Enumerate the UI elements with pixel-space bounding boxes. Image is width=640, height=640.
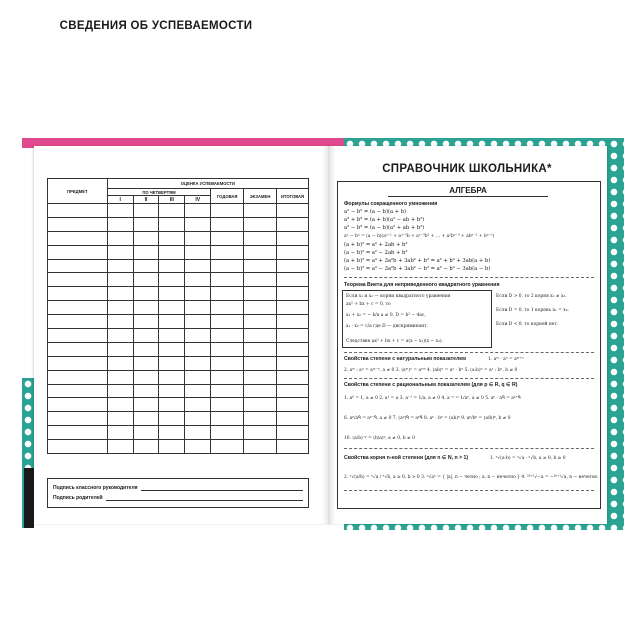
grade-cell[interactable] <box>48 412 108 426</box>
grade-cell[interactable] <box>107 259 133 273</box>
grade-cell[interactable] <box>133 245 159 259</box>
grade-cell[interactable] <box>244 384 277 398</box>
grade-cell[interactable] <box>185 204 211 218</box>
grade-cell[interactable] <box>107 273 133 287</box>
separator <box>344 352 594 353</box>
grade-cell[interactable] <box>277 356 309 370</box>
grade-cell[interactable] <box>185 217 211 231</box>
grade-cell[interactable] <box>277 398 309 412</box>
grade-cell[interactable] <box>159 440 185 454</box>
left-page-title: СВЕДЕНИЯ ОБ УСПЕВАЕМОСТИ <box>59 20 253 32</box>
grade-cell[interactable] <box>244 356 277 370</box>
grade-cell[interactable] <box>107 329 133 343</box>
vieta-line: ax² + bx + c = 0, то <box>346 302 391 307</box>
s1-line: (a + b)³ = a³ + 3a²b + 3ab² + b³ = a³ + b³ + 3ab(a + b) <box>344 258 491 264</box>
grade-cell[interactable] <box>48 231 108 245</box>
grade-cell[interactable] <box>185 342 211 356</box>
grade-row <box>48 329 309 343</box>
s1-line: aⁿ − bⁿ = (a − b)(aⁿ⁻¹ + aⁿ⁻²b + aⁿ⁻³b² + ... + a²bⁿ⁻³ + abⁿ⁻² + bⁿ⁻¹) <box>344 234 495 239</box>
grade-cell[interactable] <box>185 412 211 426</box>
grade-cell[interactable] <box>48 217 108 231</box>
grade-cell[interactable] <box>244 259 277 273</box>
s5-heading: Свойства корня n-ной степени (для n ∈ N, n > 1) <box>344 455 469 461</box>
s1-line: a³ − b³ = (a − b)(a² + ab + b²) <box>344 225 425 231</box>
parents-signature-rule <box>106 496 303 501</box>
grade-cell[interactable] <box>159 259 185 273</box>
year-header: ГОДОВАЯ <box>211 189 244 204</box>
grade-cell[interactable] <box>48 398 108 412</box>
signature-box <box>47 478 309 508</box>
grade-cell[interactable] <box>107 315 133 329</box>
grade-cell[interactable] <box>133 384 159 398</box>
s2-heading: Теорема Виета для неприведенного квадратного уравнения <box>344 282 500 288</box>
grade-cell[interactable] <box>48 370 108 384</box>
s5-line: 2. ⁿ√(a/b) = ⁿ√a / ⁿ√b, a ≥ 0, b > 0 3. ⁿ√aⁿ = { |a|, n − четно ; a, n − нечетно } 4. ²ᵏ⁺¹√−a = −²ᵏ⁺¹√a, n − нечетно <box>344 475 598 480</box>
final-header: ИТОГОВАЯ <box>277 189 309 204</box>
grade-cell[interactable] <box>244 426 277 440</box>
grade-row <box>48 259 309 273</box>
grade-cell[interactable] <box>107 412 133 426</box>
grade-cell[interactable] <box>133 329 159 343</box>
grade-cell[interactable] <box>107 245 133 259</box>
grade-cell[interactable] <box>244 440 277 454</box>
grade-cell[interactable] <box>211 217 244 231</box>
grade-cell[interactable] <box>211 356 244 370</box>
grade-cell[interactable] <box>185 398 211 412</box>
s3-line: 2. aᵐ : aⁿ = aᵐ⁻ⁿ, a ≠ 0 3. (aᵐ)ⁿ = aᵐⁿ 4. (ab)ⁿ = aⁿ · bⁿ 5. (a:b)ⁿ = aⁿ : bⁿ, b ≠ 0 <box>344 368 518 373</box>
grade-cell[interactable] <box>48 356 108 370</box>
grade-row <box>48 426 309 440</box>
grade-cell[interactable] <box>159 245 185 259</box>
grade-row <box>48 301 309 315</box>
s1-line: (a − b)² = a² − 2ab + b² <box>344 250 408 256</box>
grade-cell[interactable] <box>107 398 133 412</box>
grade-cell[interactable] <box>211 259 244 273</box>
algebra-title: АЛГЕБРА <box>388 186 548 197</box>
grade-cell[interactable] <box>159 231 185 245</box>
grade-cell[interactable] <box>211 204 244 218</box>
grade-cell[interactable] <box>133 217 159 231</box>
s1-line: a³ + b³ = (a + b)(a² − ab + b²) <box>344 217 425 223</box>
separator <box>344 448 594 449</box>
grade-cell[interactable] <box>244 315 277 329</box>
s4-heading: Свойства степени с рациональным показателем (для p ∈ R, q ∈ R) <box>344 382 518 388</box>
grade-cell[interactable] <box>107 204 133 218</box>
grade-cell[interactable] <box>107 287 133 301</box>
grade-cell[interactable] <box>48 329 108 343</box>
subject-header: ПРЕДМЕТ <box>48 179 108 204</box>
grade-cell[interactable] <box>211 440 244 454</box>
grade-cell[interactable] <box>277 301 309 315</box>
grade-cell[interactable] <box>185 259 211 273</box>
discriminant-line: Если D < 0, то корней нет. <box>496 322 559 327</box>
grade-cell[interactable] <box>159 315 185 329</box>
separator <box>344 378 594 379</box>
grade-cell[interactable] <box>48 287 108 301</box>
separator <box>344 277 594 278</box>
grade-cell[interactable] <box>159 204 185 218</box>
grade-cell[interactable] <box>107 231 133 245</box>
grade-cell[interactable] <box>48 301 108 315</box>
grade-cell[interactable] <box>159 273 185 287</box>
grade-cell[interactable] <box>244 412 277 426</box>
grade-cell[interactable] <box>244 398 277 412</box>
grade-cell[interactable] <box>185 384 211 398</box>
cover-black-edge <box>24 468 34 528</box>
grade-cell[interactable] <box>107 356 133 370</box>
grade-row <box>48 384 309 398</box>
grade-cell[interactable] <box>244 287 277 301</box>
grade-cell[interactable] <box>211 384 244 398</box>
grade-cell[interactable] <box>277 217 309 231</box>
grade-cell[interactable] <box>211 329 244 343</box>
grade-row <box>48 273 309 287</box>
grade-cell[interactable] <box>185 356 211 370</box>
grade-cell[interactable] <box>277 384 309 398</box>
grade-cell[interactable] <box>159 398 185 412</box>
grade-row <box>48 370 309 384</box>
s1-line: (a + b)² = a² + 2ab + b² <box>344 242 408 248</box>
grade-cell[interactable] <box>185 329 211 343</box>
s4-line: 1. a⁰ = 1, a ≠ 0 2. a¹ = a 3. a⁻¹ = 1/a, a ≠ 0 4. a⁻ⁿ = 1/aⁿ, a ≠ 0 5. aᵖ · aᑫ = aᵖ⁺ᑫ <box>344 396 521 401</box>
grade-cell[interactable] <box>159 356 185 370</box>
grade-cell[interactable] <box>159 370 185 384</box>
grade-cell[interactable] <box>48 245 108 259</box>
grade-cell[interactable] <box>133 315 159 329</box>
grade-cell[interactable] <box>244 273 277 287</box>
grade-cell[interactable] <box>211 301 244 315</box>
grade-cell[interactable] <box>211 342 244 356</box>
s1-line: a² − b² = (a − b)(a + b) <box>344 209 407 215</box>
s1-heading: Формулы сокращенного умножения <box>344 201 438 207</box>
grades-table <box>47 178 309 454</box>
grade-cell[interactable] <box>244 231 277 245</box>
grade-cell[interactable] <box>277 370 309 384</box>
grade-cell[interactable] <box>211 273 244 287</box>
parents-signature-line <box>53 495 303 501</box>
grade-cell[interactable] <box>133 259 159 273</box>
grade-cell[interactable] <box>244 245 277 259</box>
teacher-signature-label: Подпись классного руководителя <box>53 485 138 491</box>
quarter-3-header: III <box>159 196 185 204</box>
grade-cell[interactable] <box>159 426 185 440</box>
grade-cell[interactable] <box>211 412 244 426</box>
grade-cell[interactable] <box>277 426 309 440</box>
grade-cell[interactable] <box>159 287 185 301</box>
grade-cell[interactable] <box>185 440 211 454</box>
grade-cell[interactable] <box>185 301 211 315</box>
grade-cell[interactable] <box>107 301 133 315</box>
grade-cell[interactable] <box>133 370 159 384</box>
discriminant-line: Если D = 0, то 1 корень x₁ = x₂. <box>496 308 569 313</box>
right-page-title: СПРАВОЧНИК ШКОЛЬНИКА* <box>382 163 552 175</box>
grade-cell[interactable] <box>133 273 159 287</box>
grade-cell[interactable] <box>159 342 185 356</box>
grade-cell[interactable] <box>159 217 185 231</box>
grade-cell[interactable] <box>211 231 244 245</box>
separator <box>344 490 594 491</box>
grade-cell[interactable] <box>211 426 244 440</box>
grade-cell[interactable] <box>277 273 309 287</box>
grade-row <box>48 342 309 356</box>
grade-row <box>48 440 309 454</box>
vieta-line: x₁ · x₂ = c/a где D — дискриминант. <box>346 324 428 329</box>
grade-row <box>48 231 309 245</box>
grade-cell[interactable] <box>277 315 309 329</box>
grade-row <box>48 315 309 329</box>
vieta-corollary: Следствие ax² + bx + c = a(x − x₁)(x − x₂). <box>346 339 443 344</box>
grade-cell[interactable] <box>133 426 159 440</box>
vieta-line: Если x₁ и x₂ — корни квадратного уравнения <box>346 294 451 299</box>
grade-row <box>48 204 309 218</box>
grade-cell[interactable] <box>185 273 211 287</box>
grade-cell[interactable] <box>211 370 244 384</box>
grade-cell[interactable] <box>211 398 244 412</box>
grade-cell[interactable] <box>211 287 244 301</box>
grade-cell[interactable] <box>48 204 108 218</box>
grades-header: ОЦЕНКА УСПЕВАЕМОСТИ <box>107 179 308 189</box>
grade-row <box>48 412 309 426</box>
grade-cell[interactable] <box>107 440 133 454</box>
s4-line: 6. aᵖ/aᑫ = aᵖ⁻ᑫ, a ≠ 0 7. (aᵖ)ᑫ = aᵖᑫ 8. aᵖ · bᵖ = (ab)ᵖ 9. aᵖ/bᵖ = (a/b)ᵖ, b ≠ 0 <box>344 416 511 421</box>
grade-cell[interactable] <box>159 301 185 315</box>
grade-cell[interactable] <box>48 426 108 440</box>
grade-cell[interactable] <box>48 315 108 329</box>
quarter-2-header: II <box>133 196 159 204</box>
grade-cell[interactable] <box>211 245 244 259</box>
grade-cell[interactable] <box>244 301 277 315</box>
grade-cell[interactable] <box>159 384 185 398</box>
s1-line: (a − b)³ = a³ − 3a²b + 3ab² − b³ = a³ − b³ − 3ab(a − b) <box>344 266 491 272</box>
teacher-signature-rule <box>141 486 303 491</box>
grade-cell[interactable] <box>277 440 309 454</box>
grade-cell[interactable] <box>244 342 277 356</box>
grade-cell[interactable] <box>244 370 277 384</box>
exam-header: ЭКЗАМЕН <box>244 189 277 204</box>
s5-inline: 1. ⁿ√(a·b) = ⁿ√a · ⁿ√b, a ≥ 0, b ≥ 0 <box>490 456 566 461</box>
grade-cell[interactable] <box>107 370 133 384</box>
grade-cell[interactable] <box>133 204 159 218</box>
grade-cell[interactable] <box>133 440 159 454</box>
grade-cell[interactable] <box>185 287 211 301</box>
quarter-1-header: I <box>107 196 133 204</box>
grade-cell[interactable] <box>133 412 159 426</box>
grade-cell[interactable] <box>133 287 159 301</box>
algebra-reference-frame <box>337 181 601 509</box>
grade-cell[interactable] <box>277 231 309 245</box>
grade-cell[interactable] <box>277 329 309 343</box>
grade-cell[interactable] <box>277 342 309 356</box>
grade-row <box>48 398 309 412</box>
grade-cell[interactable] <box>48 384 108 398</box>
s4-line: 10. (a/b)⁻ᵖ = (b/a)ᵖ, a ≠ 0, b ≠ 0 <box>344 436 415 441</box>
grade-cell[interactable] <box>185 370 211 384</box>
grade-cell[interactable] <box>185 245 211 259</box>
s3-heading: Свойства степени с натуральным показателем <box>344 356 466 362</box>
grade-cell[interactable] <box>48 342 108 356</box>
teacher-signature-line <box>53 485 303 491</box>
book-spine <box>322 146 336 524</box>
grade-cell[interactable] <box>107 342 133 356</box>
grade-cell[interactable] <box>107 384 133 398</box>
grade-cell[interactable] <box>185 426 211 440</box>
grade-cell[interactable] <box>244 204 277 218</box>
quarter-4-header: IV <box>185 196 211 204</box>
grade-cell[interactable] <box>133 398 159 412</box>
grade-cell[interactable] <box>48 273 108 287</box>
grade-row <box>48 287 309 301</box>
grade-cell[interactable] <box>48 440 108 454</box>
grade-cell[interactable] <box>133 231 159 245</box>
grade-cell[interactable] <box>159 329 185 343</box>
grade-cell[interactable] <box>185 231 211 245</box>
discriminant-line: Если D > 0, то 2 корня x₁ ≠ x₂. <box>496 294 567 299</box>
grade-cell[interactable] <box>277 287 309 301</box>
grade-cell[interactable] <box>133 356 159 370</box>
grade-cell[interactable] <box>185 315 211 329</box>
grade-cell[interactable] <box>159 412 185 426</box>
grade-cell[interactable] <box>133 301 159 315</box>
grade-cell[interactable] <box>277 245 309 259</box>
grade-cell[interactable] <box>277 204 309 218</box>
grade-row <box>48 217 309 231</box>
quarters-header: ПО ЧЕТВЕРТЯМ <box>107 189 210 196</box>
grade-cell[interactable] <box>244 329 277 343</box>
grade-cell[interactable] <box>211 315 244 329</box>
grade-cell[interactable] <box>107 426 133 440</box>
grade-row <box>48 356 309 370</box>
grade-cell[interactable] <box>277 412 309 426</box>
grade-cell[interactable] <box>133 342 159 356</box>
grade-cell[interactable] <box>244 217 277 231</box>
grade-cell[interactable] <box>277 259 309 273</box>
grade-row <box>48 245 309 259</box>
parents-signature-label: Подпись родителей <box>53 495 103 501</box>
grade-cell[interactable] <box>107 217 133 231</box>
grade-cell[interactable] <box>48 259 108 273</box>
vieta-line: x₁ + x₂ = − b/a a ≠ 0, D = b² − 4ac, <box>346 313 426 318</box>
s3-inline: 1. aᵐ · aⁿ = aᵐ⁺ⁿ <box>488 357 524 362</box>
